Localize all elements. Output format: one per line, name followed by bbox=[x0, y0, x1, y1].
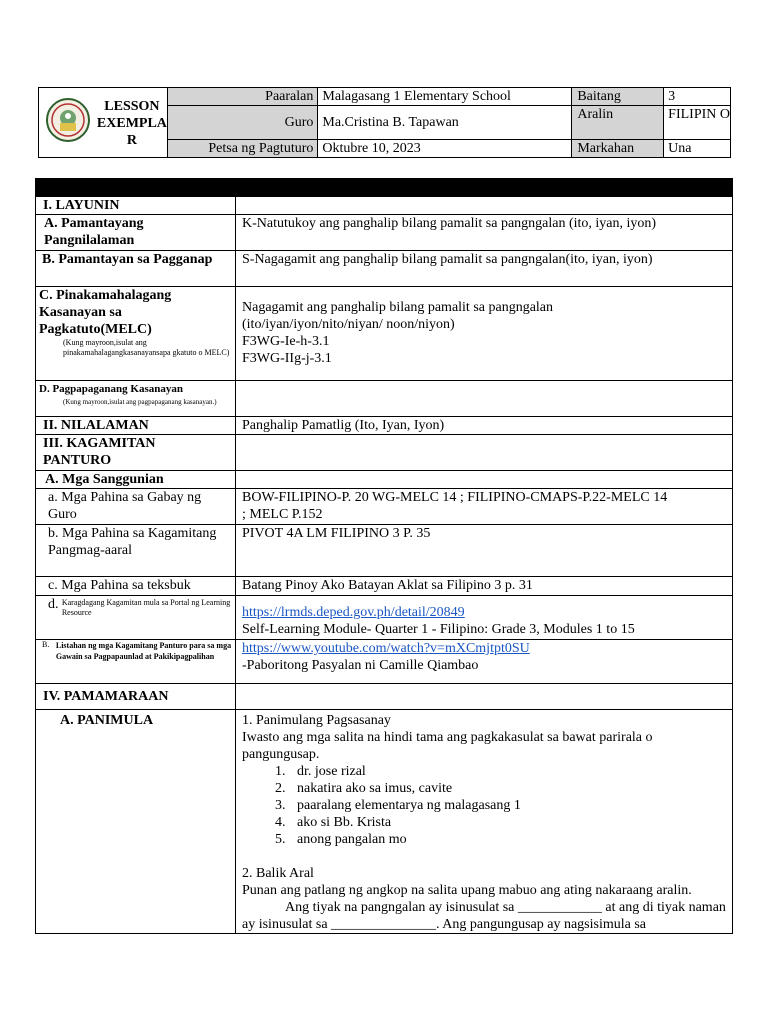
label-portal: Karagdagang Kagamitan mula sa Portal ng Learning Resource bbox=[61, 598, 231, 617]
note-melc: (Kung mayroon,isulat ang pinakamahalagangkasanayansapa gkatuto o MELC) bbox=[63, 338, 230, 357]
label-baitang: Baitang bbox=[572, 88, 664, 106]
value-paaralan: Malagasang 1 Elementary School bbox=[318, 88, 572, 106]
label-petsa: Petsa ng Pagtuturo bbox=[167, 140, 317, 158]
value-pamantayan-pagganap: S-Nagagamit ang panghalip bilang pamalit sa pangngalan(ito, iyan, iyon) bbox=[236, 251, 733, 287]
link-youtube[interactable]: https://www.youtube.com/watch?v=mXCmjtpt0SU bbox=[242, 641, 530, 656]
lesson-plan-table: I. LAYUNIN A. Pamantayang Pangnilalaman K-Natutukoy ang panghalip bilang pamalit sa pangngalan (ito, iyan, iyon) B. Pamantayan sa Pagganap S-Nagagamit ang panghalip bilang pamalit sa pangngalan(ito, iyan, iyon) C. Pinakamahalagang Kasanayan sa Pagkatuto(MELC) (Kung mayroon,isulat ang pinakamahalagangkasanayansapa gkatuto o MELC) Nagagamit ang panghalip bilang pamalit sa pangngalan (ito/iyan/iyon/nito/niyan/ noon/niyon) F3WG-Ie-h-3.1 F3WG-IIg-j-3.1 D. Pagpapaganang Kasanayan (Kung mayroon,isulat ang pagpapaganang kasanayan.) II. NILALAMAN Panghalip Pamatlig (Ito, Iyan, Iyon) III. KAGAMITAN PANTURO A. Mga Sanggunian a. Mga Pahina sa Gabay ng Guro BOW-FILIPINO-P. 20 WG-MELC 14 ; FILIPINO-CMAPS-P.22-MELC 14 ; MELC P.152 b. Mga Pahina sa Kagamitang Pangmag-aaral PIVOT 4A LM FILIPINO 3 P. 35 c. Mga Pahina sa teksbuk Batang Pinoy Ako Batayan Aklat sa Filipino 3 p. 31 d. Karagdagang Kagamitan mula sa Portal ng Learning Resource https://lrmds.deped.gov.ph/detail/20849 Self-Learning Module- Quarter 1 - Filipino: Grade 3, Modules 1 to 15 B. Listahan ng mga Kagamitang Panturo para sa mga Gawain sa Pagpapaunlad at Pakikipagpalihan https://www.youtube.com/watch?v=mXCmjtpt0SU -Paboritong Pasyalan ni Camille Qiambao IV. PAMAMARAAN A. PANIMULA 1. Panimulang Pagsasanay Iwasto ang mga salita na hindi tama ang pagkakasulat sa bawat parirala o pangungusap. 1. dr. jose rizal 2. nakatira ako sa imus, cavite 3. paaralang elementarya ng malagasang 1 4. ako si Bb. Krista 5. anong pangalan mo 2. Balik Aral Punan ang patlang ng angkop na salita upang mabuo ang ating nakaraang aralin. Ang tiyak na pangngalan ay isinusulat sa ____________ at ang di tiyak naman ay isinusulat sa _______________. Ang pangungusap ay nagsisimula sa bbox=[35, 178, 733, 934]
value-pasyalan: -Paboritong Pasyalan ni Camille Qiambao bbox=[242, 658, 479, 673]
value-melc: Nagagamit ang panghalip bilang pamalit sa pangngalan (ito/iyan/iyon/nito/niyan/ noon/niyon) F3WG-Ie-h-3.1 F3WG-IIg-j-3.1 bbox=[236, 287, 733, 381]
balik-aral-text: Ang tiyak na pangngalan ay isinusulat sa ____________ at ang di tiyak naman ay isinusulat sa _______________. Ang pangungusap ay nagsisimula sa bbox=[242, 900, 726, 932]
value-aralin: FILIPIN O bbox=[664, 106, 731, 140]
header-bar bbox=[36, 179, 733, 197]
list-item: 4. ako si Bb. Krista bbox=[289, 814, 726, 831]
value-self-learning: Self-Learning Module- Quarter 1 - Filipino: Grade 3, Modules 1 to 15 bbox=[242, 622, 635, 637]
label-nilalaman: II. NILALAMAN bbox=[36, 417, 236, 435]
school-logo bbox=[39, 88, 97, 158]
value-baitang: 3 bbox=[664, 88, 731, 106]
value-gabay-guro: BOW-FILIPINO-P. 20 WG-MELC 14 ; FILIPINO-CMAPS-P.22-MELC 14 ; MELC P.152 bbox=[236, 489, 733, 525]
label-aralin: Aralin bbox=[572, 106, 664, 140]
header-table bbox=[38, 87, 731, 158]
value-nilalaman: Panghalip Pamatlig (Ito, Iyan, Iyon) bbox=[236, 417, 733, 435]
list-item: 1. dr. jose rizal bbox=[289, 763, 726, 780]
label-gabay-guro: a. Mga Pahina sa Gabay ng Guro bbox=[36, 489, 236, 525]
label-pamantayang-pangnilalaman: A. Pamantayang Pangnilalaman bbox=[36, 215, 236, 251]
value-markahan: Una bbox=[664, 140, 731, 158]
label-kagamitan: III. KAGAMITAN PANTURO bbox=[36, 435, 236, 471]
value-pamantayang-pangnilalaman: K-Natutukoy ang panghalip bilang pamalit sa pangngalan (ito, iyan, iyon) bbox=[236, 215, 733, 251]
label-melc: C. Pinakamahalagang Kasanayan sa Pagkatuto(MELC) bbox=[39, 288, 172, 337]
list-item: 3. paaralang elementarya ng malagasang 1 bbox=[289, 797, 726, 814]
correction-list bbox=[242, 763, 726, 848]
label-pamantayan-pagganap: B. Pamantayan sa Pagganap bbox=[36, 251, 236, 287]
lesson-title: LESSON EXEMPLA R bbox=[97, 88, 167, 158]
label-sanggunian: A. Mga Sanggunian bbox=[36, 471, 236, 489]
label-guro: Guro bbox=[167, 106, 317, 140]
section-layunin: I. LAYUNIN bbox=[36, 197, 236, 215]
label-listahan: Listahan ng mga Kagamitang Panturo para sa mga Gawain sa Pagpapaunlad at Pakikipagpalihan bbox=[55, 641, 232, 661]
label-pagpapaganang: D. Pagpapaganang Kasanayan bbox=[39, 383, 183, 395]
value-teksbuk: Batang Pinoy Ako Batayan Aklat sa Filipino 3 p. 31 bbox=[236, 577, 733, 596]
label-pamamaraan: IV. PAMAMARAAN bbox=[36, 684, 236, 710]
label-paaralan: Paaralan bbox=[167, 88, 317, 106]
panimula-content: 1. Panimulang Pagsasanay Iwasto ang mga salita na hindi tama ang pagkakasulat sa bawat parirala o pangungusap. 1. dr. jose rizal 2. nakatira ako sa imus, cavite 3. paaralang elementarya ng malagasang 1 4. ako si Bb. Krista 5. anong pangalan mo 2. Balik Aral Punan ang patlang ng angkop na salita upang mabuo ang ating nakaraang aralin. Ang tiyak na pangngalan ay isinusulat sa ____________ at ang di tiyak naman ay isinusulat sa _______________. Ang pangungusap ay nagsisimula sa bbox=[236, 710, 733, 934]
value-kagamitang-pangmag-aaral: PIVOT 4A LM FILIPINO 3 P. 35 bbox=[236, 525, 733, 577]
label-panimula: A. PANIMULA bbox=[36, 710, 236, 934]
label-kagamitang-pangmag-aaral: b. Mga Pahina sa Kagamitang Pangmag-aaral bbox=[36, 525, 236, 577]
label-markahan: Markahan bbox=[572, 140, 664, 158]
note-pagpapaganang: (Kung mayroon,isulat ang pagpapaganang kasanayan.) bbox=[63, 398, 217, 406]
label-teksbuk: c. Mga Pahina sa teksbuk bbox=[36, 577, 236, 596]
school-seal-icon bbox=[45, 97, 91, 143]
list-item: 2. nakatira ako sa imus, cavite bbox=[289, 780, 726, 797]
link-lrmds[interactable]: https://lrmds.deped.gov.ph/detail/20849 bbox=[242, 605, 465, 620]
value-guro: Ma.Cristina B. Tapawan bbox=[318, 106, 572, 140]
list-item: 5. anong pangalan mo bbox=[289, 831, 726, 848]
value-petsa: Oktubre 10, 2023 bbox=[318, 140, 572, 158]
